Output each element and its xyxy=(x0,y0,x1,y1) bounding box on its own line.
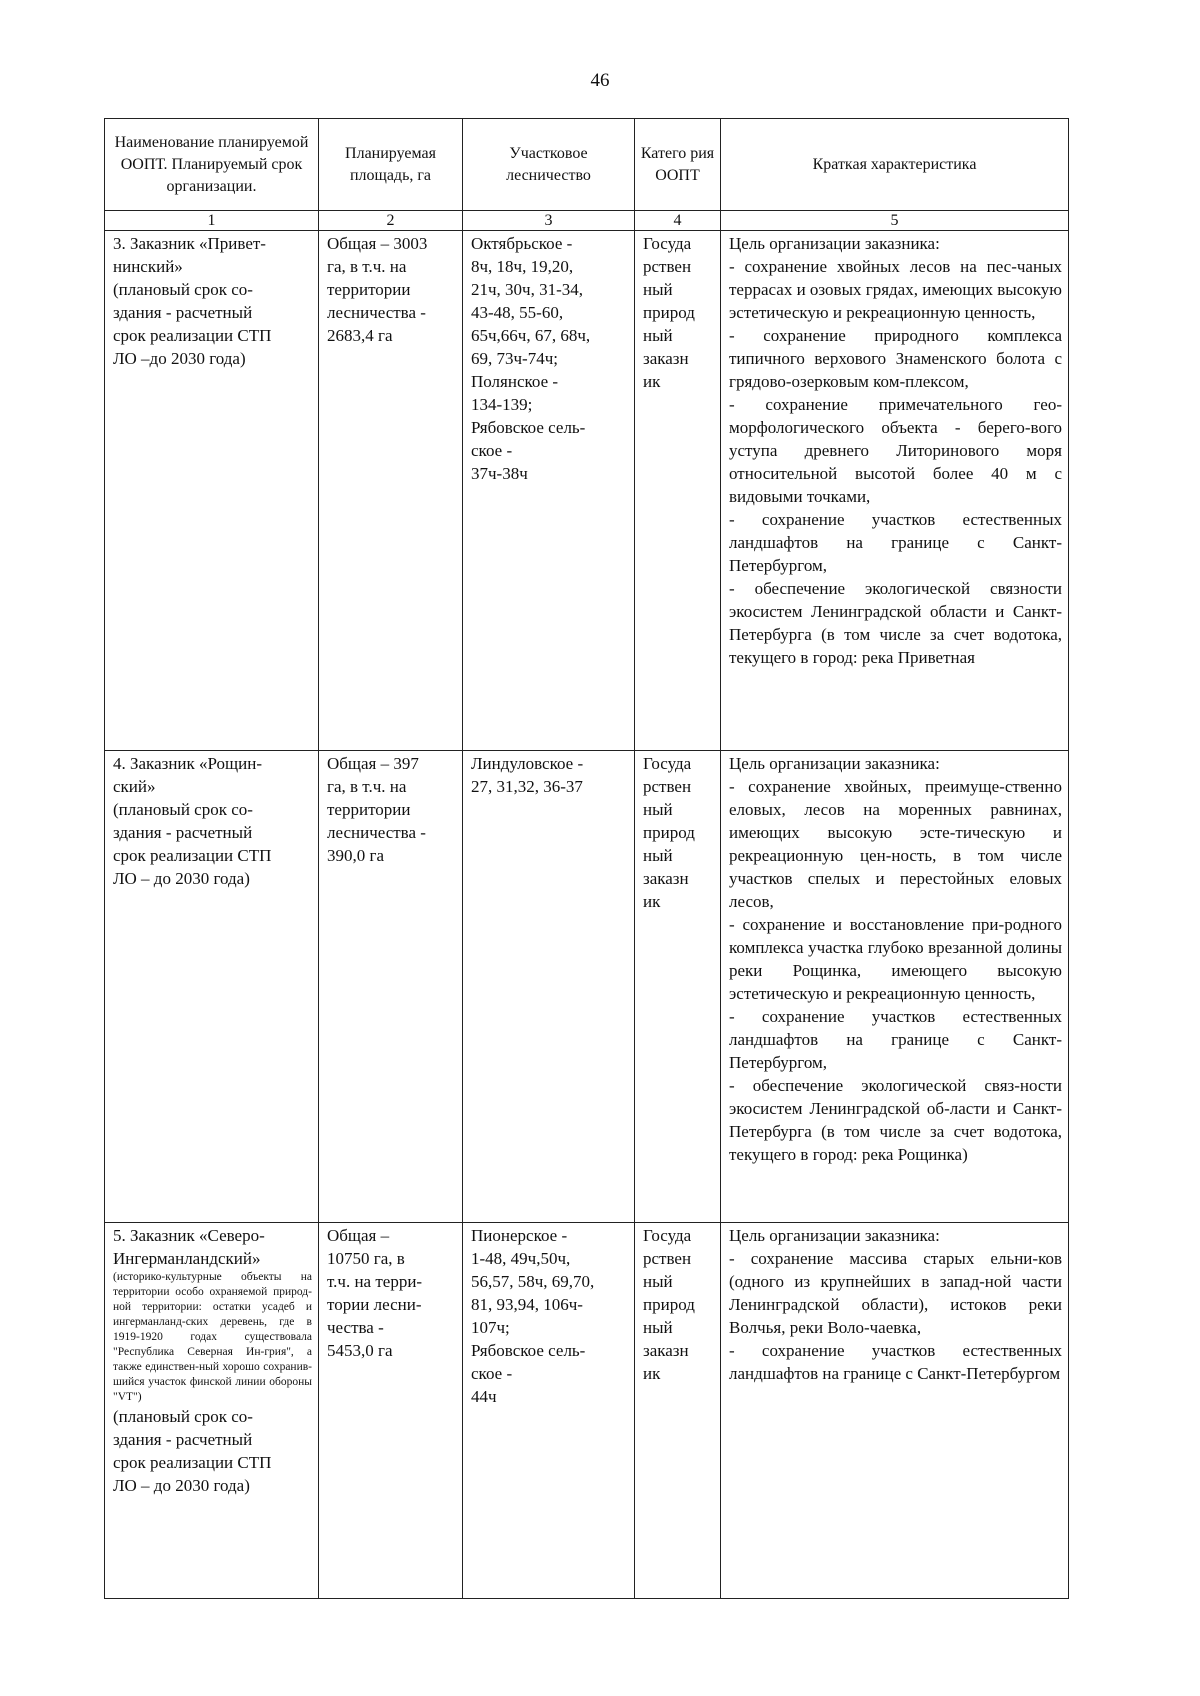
category-line: ик xyxy=(643,1364,661,1383)
planned-area-line: Общая – 397 xyxy=(327,754,419,773)
planned-area-line: лесничества - xyxy=(327,823,426,842)
planned-area-line: т.ч. на терри- xyxy=(327,1272,423,1291)
forestry-line: 37ч-38ч xyxy=(471,464,528,483)
planned-area-cell xyxy=(319,751,463,1223)
forestry-line: 134-139; xyxy=(471,395,533,414)
area-name-line: (плановый срок со- xyxy=(113,1407,253,1426)
category-line: ный xyxy=(643,280,673,299)
area-name-line: здания - расчетный xyxy=(113,1430,253,1449)
area-name-line: ЛО – до 2030 года) xyxy=(113,869,250,888)
forestry-line: 8ч, 18ч, 19,20, xyxy=(471,257,574,276)
area-name-line: здания - расчетный xyxy=(113,823,253,842)
category-line: заказн xyxy=(643,869,689,888)
protected-areas-table xyxy=(104,118,1069,1599)
forestry-line: 44ч xyxy=(471,1387,497,1406)
area-name-line: ский» xyxy=(113,777,156,796)
table-header-row xyxy=(105,119,1069,211)
column-number: 2 xyxy=(319,211,463,231)
area-name-line: срок реализации СТП xyxy=(113,326,272,345)
planned-area-line: 5453,0 га xyxy=(327,1341,393,1360)
area-name-cell xyxy=(105,1223,319,1599)
header-area: Планируемая площадь, га xyxy=(319,119,463,211)
planned-area-line: тории лесни- xyxy=(327,1295,422,1314)
category-line: ный xyxy=(643,846,673,865)
forestry-line: 27, 31,32, 36-37 xyxy=(471,777,583,796)
forestry-line: 1-48, 49ч,50ч, xyxy=(471,1249,571,1268)
category-line: природ xyxy=(643,303,695,322)
category-cell xyxy=(635,231,721,751)
description-paragraph: Цель организации заказника: xyxy=(729,1226,940,1245)
area-name-line: срок реализации СТП xyxy=(113,846,272,865)
category-line: ный xyxy=(643,326,673,345)
description-cell xyxy=(721,231,1069,751)
description-paragraph: Цель организации заказника: xyxy=(729,234,940,253)
forestry-line: 69, 73ч-74ч; xyxy=(471,349,558,368)
forestry-line: 43-48, 55-60, xyxy=(471,303,564,322)
category-cell xyxy=(635,1223,721,1599)
column-number: 4 xyxy=(635,211,721,231)
forestry-line: Октябрьское - xyxy=(471,234,573,253)
category-line: природ xyxy=(643,1295,695,1314)
column-number: 5 xyxy=(721,211,1069,231)
planned-area-line: Общая – 3003 xyxy=(327,234,428,253)
category-line: Госуда xyxy=(643,1226,692,1245)
forestry-line: 21ч, 30ч, 31-34, xyxy=(471,280,584,299)
area-name-line: здания - расчетный xyxy=(113,303,253,322)
category-line: рствен xyxy=(643,257,692,276)
column-number: 3 xyxy=(463,211,635,231)
forestry-line: ское - xyxy=(471,441,513,460)
description-paragraph: Цель организации заказника: xyxy=(729,754,940,773)
category-line: природ xyxy=(643,823,695,842)
forestry-line: ское - xyxy=(471,1364,513,1383)
forestry-line: 81, 93,94, 106ч- xyxy=(471,1295,583,1314)
description-paragraph: - обеспечение экологической связ-ности экосистем Ленинградской об-ласти и Санкт-Петербурга (в том числе за счет водотока, текущего в город: река Рощинка) xyxy=(729,1076,1062,1164)
area-name-line: 4. Заказник «Рощин- xyxy=(113,754,263,773)
area-name-line: ЛО – до 2030 года) xyxy=(113,1476,250,1495)
description-paragraph: - обеспечение экологической связности экосистем Ленинградской области и Санкт-Петербурга (в том числе за счет водотока, текущего в город: река Приветная xyxy=(729,579,1062,667)
forestry-line: Рябовское сель- xyxy=(471,1341,586,1360)
forestry-line: Полянское - xyxy=(471,372,559,391)
table-row xyxy=(105,1223,1069,1599)
planned-area-line: территории xyxy=(327,800,411,819)
category-line: ный xyxy=(643,1272,673,1291)
category-line: рствен xyxy=(643,1249,692,1268)
area-name-line: срок реализации СТП xyxy=(113,1453,272,1472)
description-paragraph: - сохранение хвойных лесов на пес-чаных террасах и озовых грядах, имеющих высокую эстетическую и рекреационную ценность, xyxy=(729,257,1062,322)
area-name-cell xyxy=(105,231,319,751)
forestry-cell xyxy=(463,231,635,751)
forestry-line: 56,57, 58ч, 69,70, xyxy=(471,1272,595,1291)
description-cell xyxy=(721,1223,1069,1599)
forestry-line: Рябовское сель- xyxy=(471,418,586,437)
planned-area-cell xyxy=(319,1223,463,1599)
description-paragraph: - сохранение участков естественных ландшафтов на границе с Санкт-Петербургом, xyxy=(729,1007,1062,1072)
category-line: ик xyxy=(643,892,661,911)
description-paragraph: - сохранение участков естественных ландшафтов на границе с Санкт-Петербургом, xyxy=(729,510,1062,575)
area-name-cell xyxy=(105,751,319,1223)
category-line: рствен xyxy=(643,777,692,796)
category-line: Госуда xyxy=(643,234,692,253)
area-name-line: (плановый срок со- xyxy=(113,280,253,299)
category-line: ик xyxy=(643,372,661,391)
table-row xyxy=(105,231,1069,751)
planned-area-line: чества - xyxy=(327,1318,384,1337)
column-number: 1 xyxy=(105,211,319,231)
forestry-line: 65ч,66ч, 67, 68ч, xyxy=(471,326,591,345)
description-paragraph: - сохранение примечательного гео-морфологического объекта - берего-вого уступа древнего Литоринового моря относительной высотой более 40 м с видовыми точками, xyxy=(729,395,1062,506)
category-line: заказн xyxy=(643,349,689,368)
historical-note: (историко-культурные объекты на территории особо охраняемой природ-ной территории: остатки усадеб и ингерманланд-ских деревень, где в 1919-1920 годах существовала "Республика Северная Ин-грия", а также единствен-ный хорошо сохранив-шийся участок финской линии обороны "VT") xyxy=(113,1271,312,1403)
planned-area-line: Общая – xyxy=(327,1226,390,1245)
description-paragraph: - сохранение массива старых ельни-ков (одного из крупнейших в запад-ной части Ленинградской области), истоков реки Волчья, реки Воло-чаевка, xyxy=(729,1249,1062,1337)
area-name-line: ЛО –до 2030 года) xyxy=(113,349,246,368)
page-number: 46 xyxy=(590,70,610,91)
forestry-cell xyxy=(463,1223,635,1599)
planned-area-line: 10750 га, в xyxy=(327,1249,405,1268)
forestry-line: 107ч; xyxy=(471,1318,510,1337)
planned-area-cell xyxy=(319,231,463,751)
area-name-line: нинский» xyxy=(113,257,183,276)
column-number-row xyxy=(105,211,1069,231)
category-line: заказн xyxy=(643,1341,689,1360)
category-line: Госуда xyxy=(643,754,692,773)
category-cell xyxy=(635,751,721,1223)
area-name-line: Ингерманландский» xyxy=(113,1249,261,1268)
planned-area-line: 2683,4 га xyxy=(327,326,393,345)
planned-area-line: 390,0 га xyxy=(327,846,385,865)
planned-area-line: лесничества - xyxy=(327,303,426,322)
area-name-line: 5. Заказник «Северо- xyxy=(113,1226,265,1245)
area-name-line: (плановый срок со- xyxy=(113,800,253,819)
planned-area-line: га, в т.ч. на xyxy=(327,777,407,796)
category-line: ный xyxy=(643,1318,673,1337)
planned-area-line: территории xyxy=(327,280,411,299)
description-cell xyxy=(721,751,1069,1223)
category-line: ный xyxy=(643,800,673,819)
area-name-line: 3. Заказник «Привет- xyxy=(113,234,266,253)
forestry-line: Пионерское - xyxy=(471,1226,568,1245)
description-paragraph: - сохранение и восстановление при-родного комплекса участка глубоко врезанной долины реки Рощинка, имеющего высокую эстетическую и рекреационную ценность, xyxy=(729,915,1062,1003)
description-paragraph: - сохранение хвойных, преимуще-ственно еловых, лесов на моренных равнинах, имеющих высокую эсте-тическую и рекреационную цен-ность, в том числе участков спелых и перестойных еловых лесов, xyxy=(729,777,1062,911)
table-row xyxy=(105,751,1069,1223)
header-category: Катего рия ООПТ xyxy=(635,119,721,211)
description-paragraph: - сохранение природного комплекса типичного верхового Знаменского болота с грядово-озерковым ком-плексом, xyxy=(729,326,1062,391)
forestry-line: Линдуловское - xyxy=(471,754,584,773)
planned-area-line: га, в т.ч. на xyxy=(327,257,407,276)
forestry-cell xyxy=(463,751,635,1223)
header-description: Краткая характеристика xyxy=(721,119,1069,211)
header-name: Наименование планируемой ООПТ. Планируемый срок организации. xyxy=(105,119,319,211)
description-paragraph: - сохранение участков естественных ландшафтов на границе с Санкт-Петербургом xyxy=(729,1341,1062,1383)
header-forestry: Участковое лесничество xyxy=(463,119,635,211)
